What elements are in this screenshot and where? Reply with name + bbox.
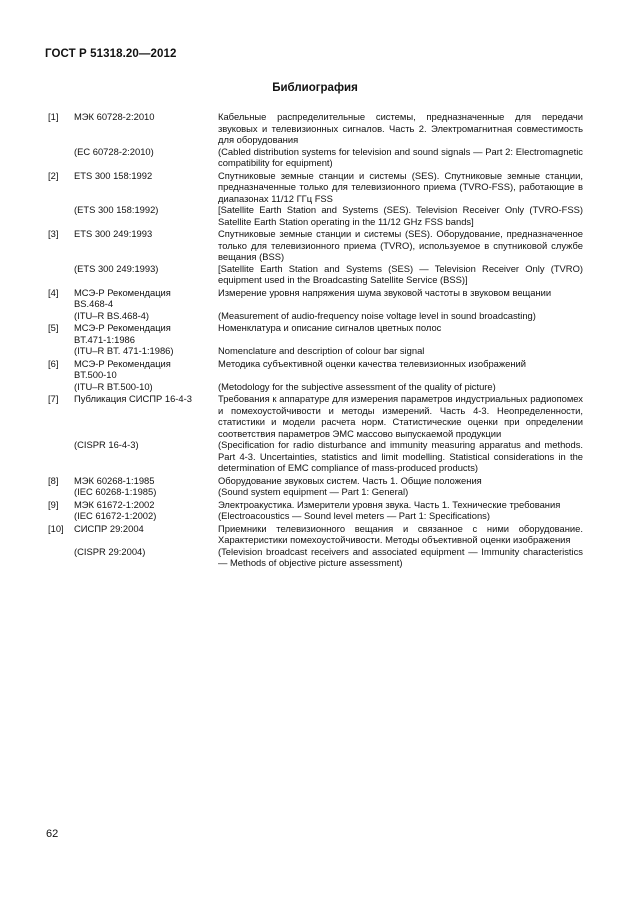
entry-reference	[74, 546, 218, 569]
bibliography-entry	[48, 439, 583, 474]
reference-line: (ITU–R BS.468-4)	[74, 309, 150, 321]
reference-line: МСЭ-Р Рекомендация	[74, 286, 171, 298]
entry-number	[48, 510, 74, 522]
entry-reference	[74, 287, 218, 310]
entry-reference	[74, 146, 218, 169]
entry-description: [Satellite Earth Station and Systems (SES). Television Receiver Only (TVRO-FSS) Satellite Earth Station operating in the 11/12 GHz FSS bands]	[218, 204, 583, 227]
entry-number	[48, 486, 74, 498]
reference-line: ETS 300 158:1992	[74, 169, 153, 181]
bibliography-entry	[48, 322, 583, 345]
entry-number	[48, 439, 74, 474]
entry-reference	[74, 393, 218, 439]
reference-line: (ITU–R BT.500-10)	[74, 380, 153, 392]
reference-line: МЭК 60728-2:2010	[74, 111, 155, 122]
reference-line: МСЭ-Р Рекомендация	[74, 357, 171, 369]
reference-line: BS.468-4	[74, 298, 114, 309]
entry-description: Приемники телевизионного вещания и связанное с ними оборудование. Характеристики помехоустойчивости. Методы объективной оценки изображения	[218, 522, 583, 545]
entry-reference	[74, 499, 218, 511]
entry-description: Кабельные распределительные системы, предназначенные для передачи звуковых и телевизионных сигналов. Часть 2. Электромагнитная совместимость для оборудования	[218, 111, 583, 145]
page-number: 62	[46, 828, 59, 840]
bibliography-entry	[48, 310, 583, 322]
entry-reference	[74, 322, 218, 345]
entry-description: Электроакустика. Измерители уровня звука. Часть 1. Технические требования	[218, 498, 561, 510]
entry-number	[48, 381, 74, 393]
entry-reference	[74, 310, 218, 322]
entry-description: (Metodology for the subjective assessment of the quality of picture)	[218, 380, 496, 392]
bibliography-entry	[48, 146, 583, 169]
reference-line: (ETS 300 249:1993)	[74, 262, 159, 274]
entry-description: Методика субъективной оценки качества телевизионных изображений	[218, 357, 527, 369]
bibliography-entry	[48, 345, 583, 357]
entry-reference	[74, 228, 218, 263]
reference-line: (CISPR 16-4-3)	[74, 439, 139, 450]
entry-reference	[74, 475, 218, 487]
entry-number: [7]	[48, 393, 59, 404]
entry-number: [6]	[48, 357, 59, 369]
bibliography-entry	[48, 510, 583, 522]
bibliography-entry	[48, 486, 583, 498]
entry-reference	[74, 486, 218, 498]
entry-description: Nomenclature and description of colour bar signal	[218, 345, 425, 356]
bibliography-entry	[48, 475, 583, 487]
entry-reference	[74, 204, 218, 227]
reference-line: (CISPR 29:2004)	[74, 545, 146, 557]
reference-line: (IEC 61672-1:2002)	[74, 510, 157, 521]
reference-line: МСЭ-Р Рекомендация	[74, 322, 171, 333]
entry-number	[48, 263, 74, 286]
reference-line: Публикация СИСПР 16-4-3	[74, 393, 192, 404]
bibliography-entry	[48, 523, 583, 546]
entry-number: [10]	[48, 522, 64, 534]
entry-number: [4]	[48, 286, 59, 298]
bibliography-entry	[48, 546, 583, 569]
entry-description: Измерение уровня напряжения шума звуковой частоты в звуковом вещании	[218, 286, 552, 298]
bibliography-entry	[48, 228, 583, 263]
document-header: ГОСТ Р 51318.20—2012	[45, 48, 177, 60]
bibliography-entry	[48, 287, 583, 310]
entry-reference	[74, 510, 218, 522]
entry-description: (Electroacoustics — Sound level meters — Part 1: Specifications)	[218, 510, 490, 521]
reference-line: ETS 300 249:1993	[74, 228, 153, 239]
bibliography-entry	[48, 499, 583, 511]
entry-description: (Television broadcast receivers and associated equipment — Immunity characteristics — Methods of objective picture assessment)	[218, 545, 583, 568]
entry-description: Спутниковые земные станции и системы (SES). Спутниковые земные станции, предназначенные только для телевизионного приема (TVRO-FSS), работающие в диапазонах 11/12 ГГц FSS	[218, 169, 583, 204]
entry-description: Номенклатура и описание сигналов цветных полос	[218, 322, 442, 333]
entry-reference	[74, 345, 218, 357]
entry-reference	[74, 170, 218, 205]
entry-number: [8]	[48, 474, 59, 486]
bibliography-entry	[48, 111, 583, 146]
bibliography-entry	[48, 393, 583, 439]
entry-reference	[74, 263, 218, 286]
entry-description: Спутниковые земные станции и системы (SES). Оборудование, предназначенное только для телевизионного приема (TVRO), используемое в спутниковой службе вещания (BSS)	[218, 228, 583, 262]
bibliography-entry	[48, 204, 583, 227]
section-title: Библиография	[272, 82, 358, 94]
reference-line: (ITU–R BT. 471-1:1986)	[74, 345, 174, 356]
entry-reference	[74, 439, 218, 474]
entry-reference	[74, 358, 218, 381]
reference-line: СИСПР 29:2004	[74, 522, 144, 534]
entry-number: [9]	[48, 498, 59, 510]
bibliography-entry	[48, 263, 583, 286]
entry-number	[48, 546, 74, 569]
entry-reference	[74, 523, 218, 546]
entry-description: (Measurement of audio-frequency noise voltage level in sound broadcasting)	[218, 309, 536, 321]
reference-line: BT.500-10	[74, 369, 117, 380]
entry-description: (Specification for radio disturbance and immunity measuring apparatus and methods. Part 4-3. Uncertainties, statistics and limit modelling. Statistical considerations in the determination of EMC compliance of mass-produced products)	[218, 439, 583, 473]
entry-number	[48, 146, 74, 169]
reference-line: (ETS 300 158:1992)	[74, 204, 159, 215]
reference-line: (IEC 60268-1:1985)	[74, 486, 157, 497]
entry-description: Требования к аппаратуре для измерения параметров индустриальных радиопомех и помехоустойчивости и методы измерений. Часть 4-3. Неопределенности, статистики и модели расчета норм. Статистические оценки при определении соответствия параметров ЭМС массово выпускаемой продукции	[218, 393, 583, 439]
bibliography-list	[48, 110, 583, 569]
entry-description: Оборудование звуковых систем. Часть 1. Общие положения	[218, 474, 482, 486]
entry-number	[48, 310, 74, 322]
entry-number: [1]	[48, 111, 59, 122]
entry-description: (Cabled distribution systems for television and sound signals — Part 2: Electromagnetic compatibility for equipment)	[218, 145, 583, 168]
entry-number	[48, 204, 74, 227]
entry-reference	[74, 381, 218, 393]
entry-number: [5]	[48, 322, 59, 333]
entry-number: [2]	[48, 169, 59, 181]
reference-line: BT.471-1:1986	[74, 333, 135, 345]
bibliography-entry	[48, 381, 583, 393]
entry-description: [Satellite Earth Station and Systems (SES) — Television Receiver Only (TVRO) equipment used in the Broadcasting Satellite Service (BSS)]	[218, 262, 583, 285]
entry-reference	[74, 111, 218, 146]
entry-description: (Sound system equipment — Part 1: General)	[218, 486, 409, 497]
reference-line: МЭК 61672-1:2002	[74, 498, 155, 510]
bibliography-entry	[48, 170, 583, 205]
reference-line: (ЕС 60728-2:2010)	[74, 145, 154, 157]
reference-line: МЭК 60268-1:1985	[74, 474, 155, 486]
entry-number	[48, 345, 74, 357]
entry-number: [3]	[48, 228, 59, 239]
bibliography-entry	[48, 358, 583, 381]
